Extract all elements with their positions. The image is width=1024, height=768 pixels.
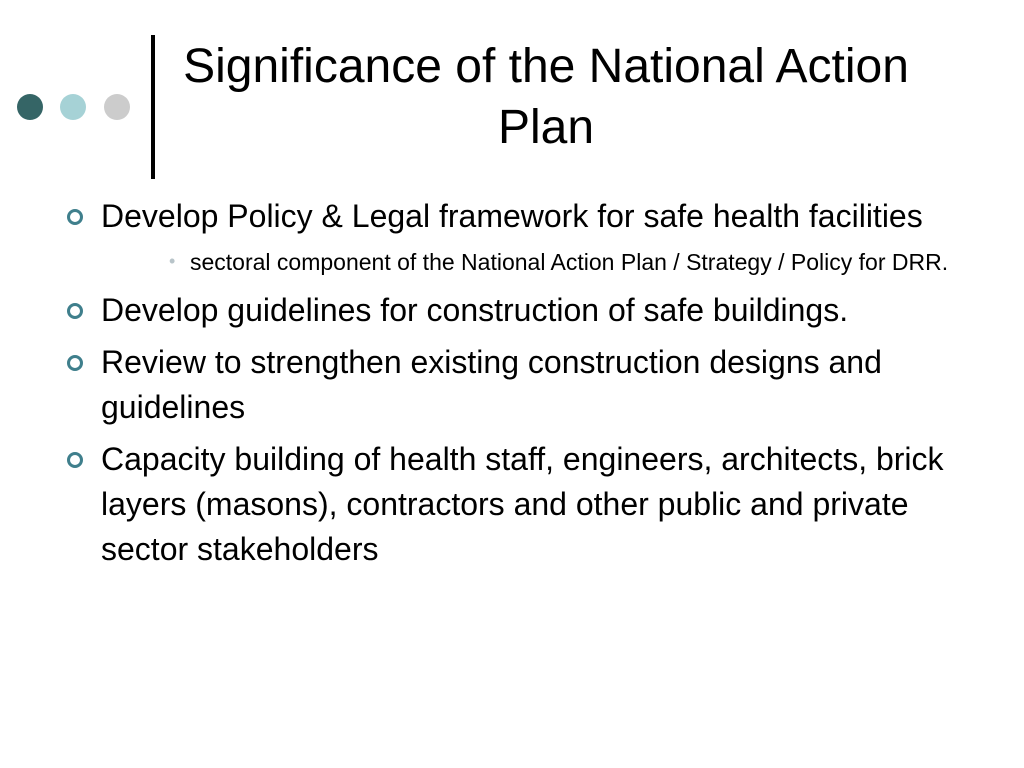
sub-bullet-dot-icon: • — [169, 251, 176, 271]
title-divider-line — [151, 35, 155, 179]
bullet-text: Capacity building of health staff, engineers, architects, brick layers (masons), contractors and other public and private sector stakeholders — [101, 441, 944, 567]
sub-bullet-text: sectoral component of the National Action Plan / Strategy / Policy for DRR. — [190, 249, 949, 275]
bullet-ring-icon — [67, 355, 83, 371]
bullet-item — [60, 288, 960, 333]
bullet-list — [60, 194, 960, 572]
bullet-text: Develop Policy & Legal framework for safe health facilities — [101, 198, 923, 234]
bullet-item — [60, 194, 960, 280]
decorative-dot-light — [60, 94, 86, 120]
slide-title: Significance of the National Action Plan — [183, 40, 909, 154]
sub-bullet-item — [101, 245, 960, 280]
decorative-dot-gray — [104, 94, 130, 120]
bullet-ring-icon — [67, 303, 83, 319]
bullet-item — [60, 437, 960, 572]
sub-bullet-list — [101, 245, 960, 280]
bullet-ring-icon — [67, 452, 83, 468]
bullet-text: Develop guidelines for construction of safe buildings. — [101, 292, 849, 328]
decorative-dot-dark — [17, 94, 43, 120]
bullet-text: Review to strengthen existing construction designs and guidelines — [101, 344, 882, 425]
bullet-ring-icon — [67, 209, 83, 225]
bullet-item — [60, 340, 960, 430]
